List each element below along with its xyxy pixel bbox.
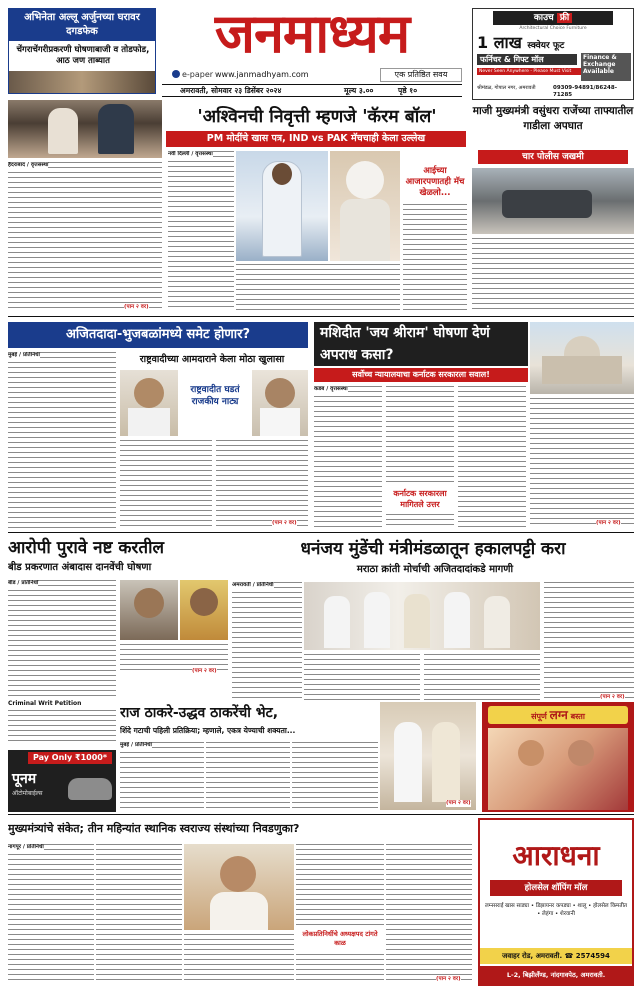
couchfree-tagline: Architectural Choice Furniture [519,26,587,31]
court-photo [530,322,634,394]
vasundhara-headline: माजी मुख्यमंत्री वसुंधरा राजेंच्या ताफ्यातील गाडीला अपघात [472,105,634,132]
aradhana-phone: 2574594 [575,952,610,960]
cm-photo [184,844,294,930]
couchfree-note: Never Seen Anywhere - Please Must Visit [477,68,581,75]
ajit-photo-left [120,370,178,436]
poonam-ad[interactable] [8,750,116,812]
ajit-body-left [8,352,116,528]
dateline-price: मूल्य ३.०० [344,86,374,95]
masjid-body-far [530,398,634,528]
dhananjay-body-left [232,582,302,700]
aradhana-address: जवाहर रोड, अमरावती. [502,952,563,960]
lagna-title [488,706,628,724]
raj-body-3 [292,742,378,808]
row-divider-2 [8,532,634,533]
cm-body-1 [8,844,94,984]
ajit-body-right [216,440,308,528]
dhananjay-more[interactable]: (पान २ वर) [600,694,625,700]
epaper-text: e-paper [182,70,214,79]
row-divider-3 [8,814,634,815]
dhananjay-dateline: अमरावती / प्रतिनिधी [232,582,274,588]
ajit-body-mid [120,440,212,528]
couchfree-brand-accent: फ्री [557,13,572,23]
aaropi-writ: Criminal Writ Petition [8,700,116,708]
lagna-post: बस्ता [570,712,585,721]
couchfree-brand-text: काउच [533,13,554,23]
allu-photo [8,100,162,158]
epaper-icon [172,70,180,78]
raj-headline: राज ठाकरे-उद्धव ठाकरेंची भेट, [120,705,279,721]
dhananjay-headline: धनंजय मुंडेंची मंत्रीमंडळातून हकालपट्टी करा [300,539,566,559]
ashwin-sidebar-body [403,204,467,312]
couchfree-phone: 09309-94891/86248-71285 [553,85,617,98]
couchfree-finance: Finance & Exchange Available [581,53,631,81]
left-promo-subhead: चेंगराचेंगरीप्रकरणी घोषणाबाजी व तोडफोड, आठ जण ताब्यात [16,45,150,66]
aradhana-name: आराधना [512,839,600,872]
allu-more[interactable]: (पान २ वर) [124,304,149,310]
lagna-main: लग्न [549,708,568,722]
aradhana-ad[interactable] [478,818,634,986]
couchfree-address: श्रीमंडळ, गोपाल नगर, अमरावती [477,85,536,91]
ajit-headline: अजितदादा-भुजबळांमध्ये समेट होणार? [8,322,308,348]
dateline-bar [162,84,462,97]
dhananjay-body-mid [304,654,420,700]
raj-body-1 [120,742,204,808]
ashwin-dateline: नवी दिल्ली / वृत्तसंस्था [168,151,213,157]
masjid-banner: सर्वोच्च न्यायालयाचा कर्नाटक सरकारला सवाल! [314,368,528,382]
allu-body [8,162,162,312]
vasundhara-photo [472,168,634,234]
allu-dateline: हैदराबाद / वृत्तसंस्था [8,162,49,168]
left-promo-photo [9,71,155,93]
raj-dateline: मुंबई / प्रतिनिधी [120,742,152,748]
dhananjay-subhead: मराठा क्रांती मोर्चाची अजितदादांकडे मागणी [356,564,514,575]
ajit-photo-right [252,370,308,436]
raj-more[interactable]: (पान २ वर) [446,800,471,806]
couchfree-sub: फर्निचर & गिफ्ट मॉल [477,54,577,65]
modi-photo [330,151,400,261]
ajit-more[interactable]: (पान २ वर) [272,520,297,526]
epaper-label [172,70,213,80]
ashwin-photo [236,151,328,261]
row-divider-1 [8,316,634,317]
masjid-sub: कर्नाटक सरकारला मागितले उत्तर [393,489,447,509]
poonam-sub: ऑटोमोबाईल्स [12,790,43,797]
ashwin-body-bottom [236,264,400,312]
left-promo-box[interactable] [8,8,156,94]
aradhana-branch: L-2, बिझीलँण्ड, नांदगावपेठ, अमरावती. [480,966,632,984]
ajit-photo-caption: राष्ट्रवादीत घडतं राजकीय नाट्य [190,385,240,407]
masthead-title: जनमाध्यम [214,2,410,65]
dateline-pages: पृष्ठे १० [398,86,418,95]
dhananjay-body-far [544,582,634,700]
aaropi-subhead: बीड प्रकरणात अंबादास दानवेंची घोषणा [8,562,152,573]
tagline: एक प्रतिष्ठित सवय [380,68,462,82]
masjid-headline: मशिदीत 'जय श्रीराम' घोषणा देणं अपराध कसा? [314,322,528,366]
lagna-ad[interactable] [482,702,634,812]
cm-caption: लोकप्रतिनिधींचे अध्यक्षपद टांगते काळ [302,930,378,947]
aaropi-body-left [8,580,116,700]
ashwin-banner: PM मोदींचे खास पत्र, IND vs PAK मॅचचाही केला उल्लेख [166,131,466,147]
lagna-pre: संपूर्ण [531,712,547,721]
dateline-date: अमरावती, सोमवार २३ डिसेंबर २०२४ [180,86,282,95]
phone-icon: ☎ [564,952,574,960]
aaropi-photo-2 [180,580,228,640]
ashwin-sidebar-headline: आईच्या आजारपणातही मॅच खेळलो... [405,166,465,198]
couchfree-headline-unit: स्क्वेयर फूट [527,41,565,51]
left-promo-headline: अभिनेता अल्लू अर्जुनच्या घरावर दगडफेक [9,9,155,41]
aaropi-body-left2 [8,710,116,744]
raj-photo [380,702,476,810]
aaropi-dateline: बीड / प्रतिनिधी [8,580,39,586]
masjid-body-left [314,386,382,528]
aradhana-sub: होलसेल शॉपिंग मॉल [490,880,622,896]
cm-headline: मुख्यमंत्र्यांचे संकेत; तीन महिन्यांत स्थानिक स्वराज्य संस्थांच्या निवडणुका? [8,822,300,835]
cm-body-4 [296,844,384,928]
masjid-body-right [458,386,526,528]
aradhana-contact [480,948,632,964]
ajit-dateline: मुंबई / प्रतिनिधी [8,352,40,358]
masjid-more[interactable]: (पान २ वर) [596,520,621,526]
cm-body-2 [96,844,182,984]
raj-subhead: शिंदे गटाची पहिली प्रतिक्रिया; म्हणाले, एकत्र येण्याची शक्यता... [120,726,296,735]
masjid-body-mid [386,386,454,486]
couchfree-brand [493,11,613,25]
aaropi-headline: आरोपी पुरावे नष्ट करतील [8,538,164,558]
dhananjay-photo [304,582,540,650]
raj-body-2 [206,742,290,808]
cm-more[interactable]: (पान २ वर) [436,976,461,982]
cm-body-6 [386,844,472,984]
vasundhara-body [472,238,634,312]
vasundhara-badge: चार पोलीस जखमी [478,150,628,164]
ashwin-body-left [168,151,234,311]
aaropi-photo-1 [120,580,178,640]
lagna-photo [488,728,628,810]
poonam-pay: Pay Only ₹1000* [28,752,112,764]
masjid-body-mid2 [386,514,454,528]
masjid-dateline: कडब / वृत्तसंस्था [314,386,348,392]
aaropi-more[interactable]: (पान २ वर) [192,668,217,674]
couchfree-ad[interactable] [472,8,634,100]
poonam-name: पूनम [12,771,37,787]
website-link[interactable]: www.janmadhyam.com [215,70,309,79]
couchfree-headline-num: 1 लाख [477,33,522,52]
cm-body-3 [184,934,294,984]
cm-body-5 [296,954,384,984]
cm-dateline: नागपूर / प्रतिनिधी [8,844,44,850]
aradhana-items: लग्नसराई खास साड्या • डिझायनर कपड्या • शालू • होलसेल किमतीत • लेहंगा • शेरवानी [484,903,628,917]
ajit-subhead: राष्ट्रवादीच्या आमदाराने केला मोठा खुलासा [139,354,285,365]
dhananjay-body-right [424,654,540,700]
ashwin-headline: 'अश्विनची निवृत्ती म्हणजे 'कॅरम बॉल' [197,107,437,127]
poonam-car [68,778,112,800]
